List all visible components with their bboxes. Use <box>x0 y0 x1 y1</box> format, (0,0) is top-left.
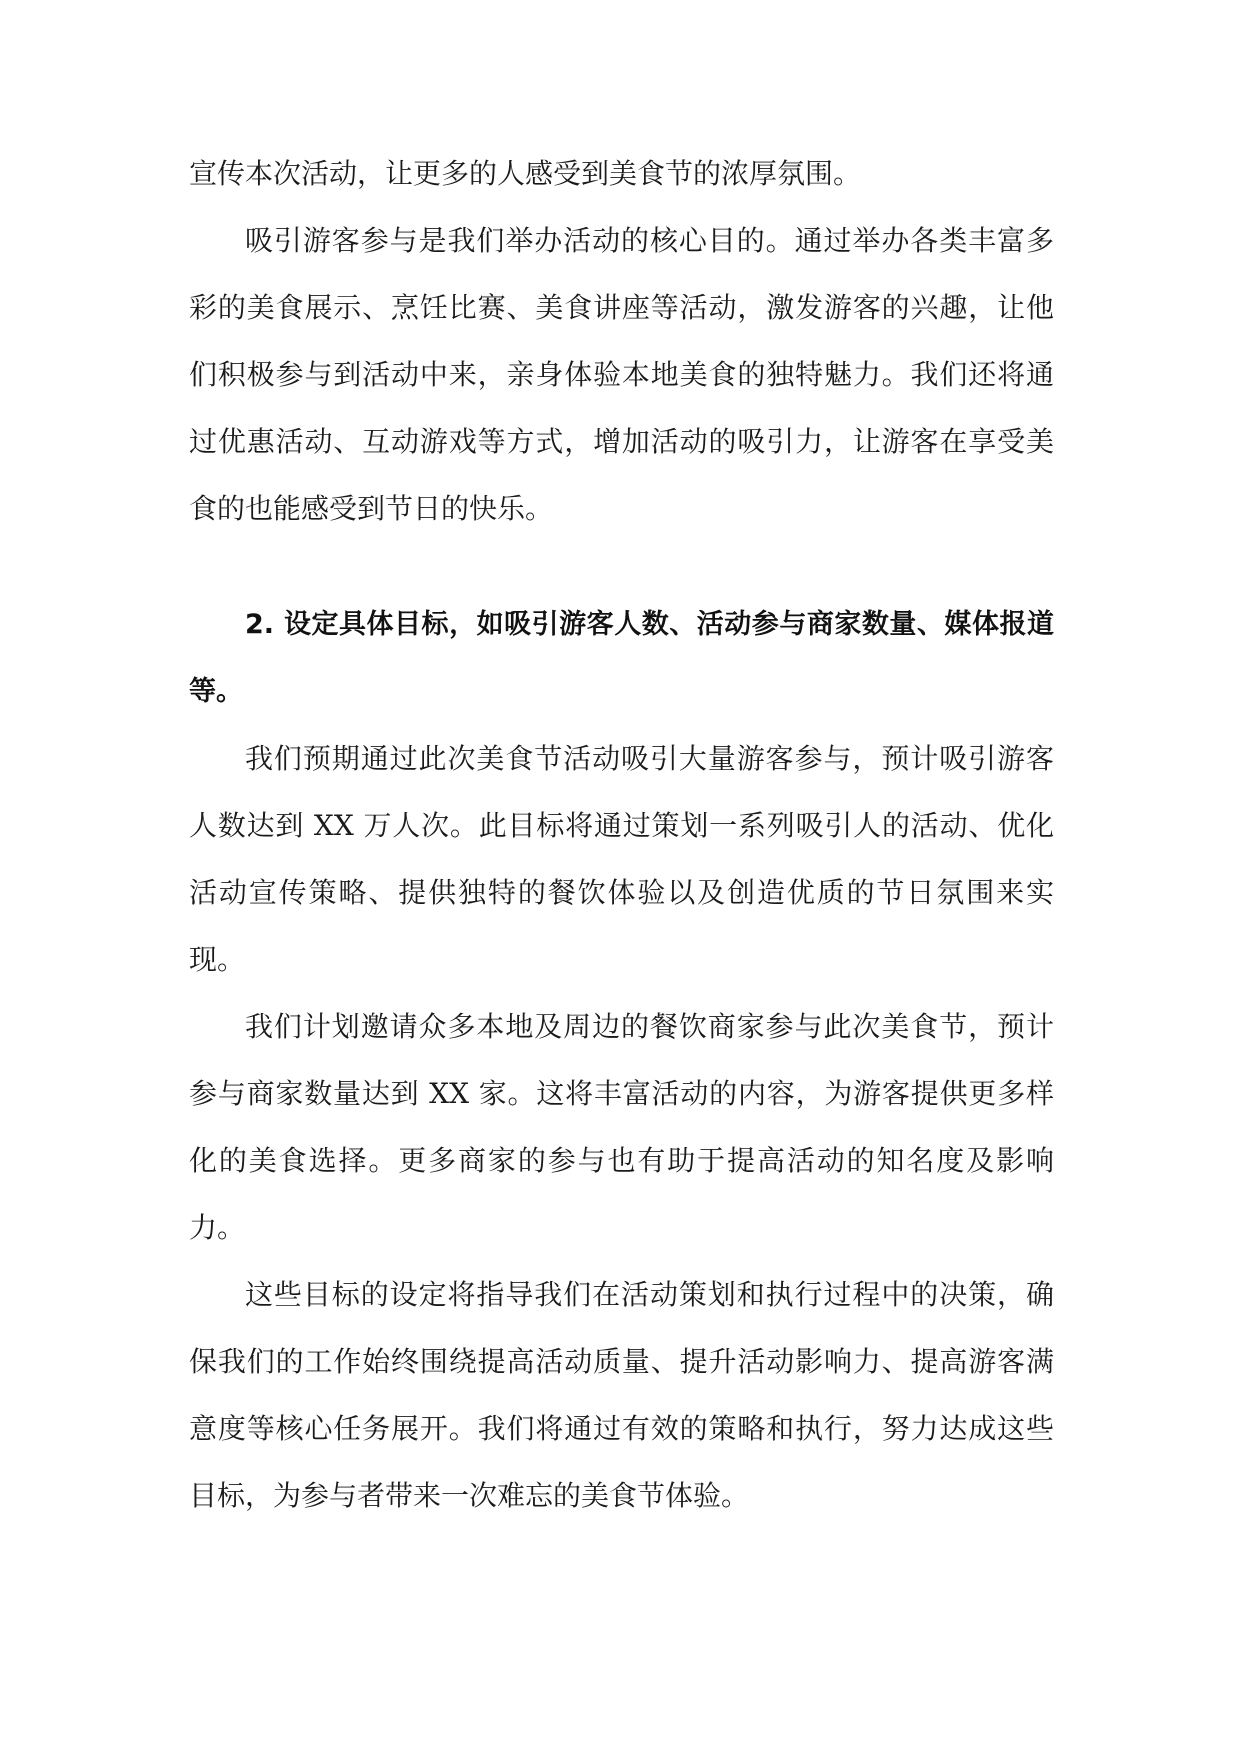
paragraph-merchant-target: 我们计划邀请众多本地及周边的餐饮商家参与此次美食节，预计参与商家数量达到 XX 家。这将丰富活动的内容，为游客提供更多样化的美食选择。更多商家的参与也有助于提高活动的知名度及影响力。 <box>189 1010 1054 1244</box>
document-body <box>189 140 1054 1529</box>
paragraph-attract-visitors: 吸引游客参与是我们举办活动的核心目的。通过举办各类丰富多彩的美食展示、烹饪比赛、美食讲座等活动，激发游客的兴趣，让他们积极参与到活动中来，亲身体验本地美食的独特魅力。我们还将通过优惠活动、互动游戏等方式，增加活动的吸引力，让游客在享受美食的也能感受到节日的快乐。 <box>189 224 1054 525</box>
paragraph-visitor-target: 我们预期通过此次美食节活动吸引大量游客参与，预计吸引游客人数达到 XX 万人次。此目标将通过策划一系列吸引人的活动、优化活动宣传策略、提供独特的餐饮体验以及创造优质的节日氛围来实现。 <box>189 742 1054 976</box>
paragraph-continued: 宣传本次活动，让更多的人感受到美食节的浓厚氛围。 <box>189 157 862 190</box>
section-heading: 2. 设定具体目标，如吸引游客人数、活动参与商家数量、媒体报道等。 <box>189 609 1054 707</box>
paragraph-goal-summary: 这些目标的设定将指导我们在活动策划和执行过程中的决策，确保我们的工作始终围绕提高活动质量、提升活动影响力、提高游客满意度等核心任务展开。我们将通过有效的策略和执行，努力达成这些目标，为参与者带来一次难忘的美食节体验。 <box>189 1278 1054 1512</box>
